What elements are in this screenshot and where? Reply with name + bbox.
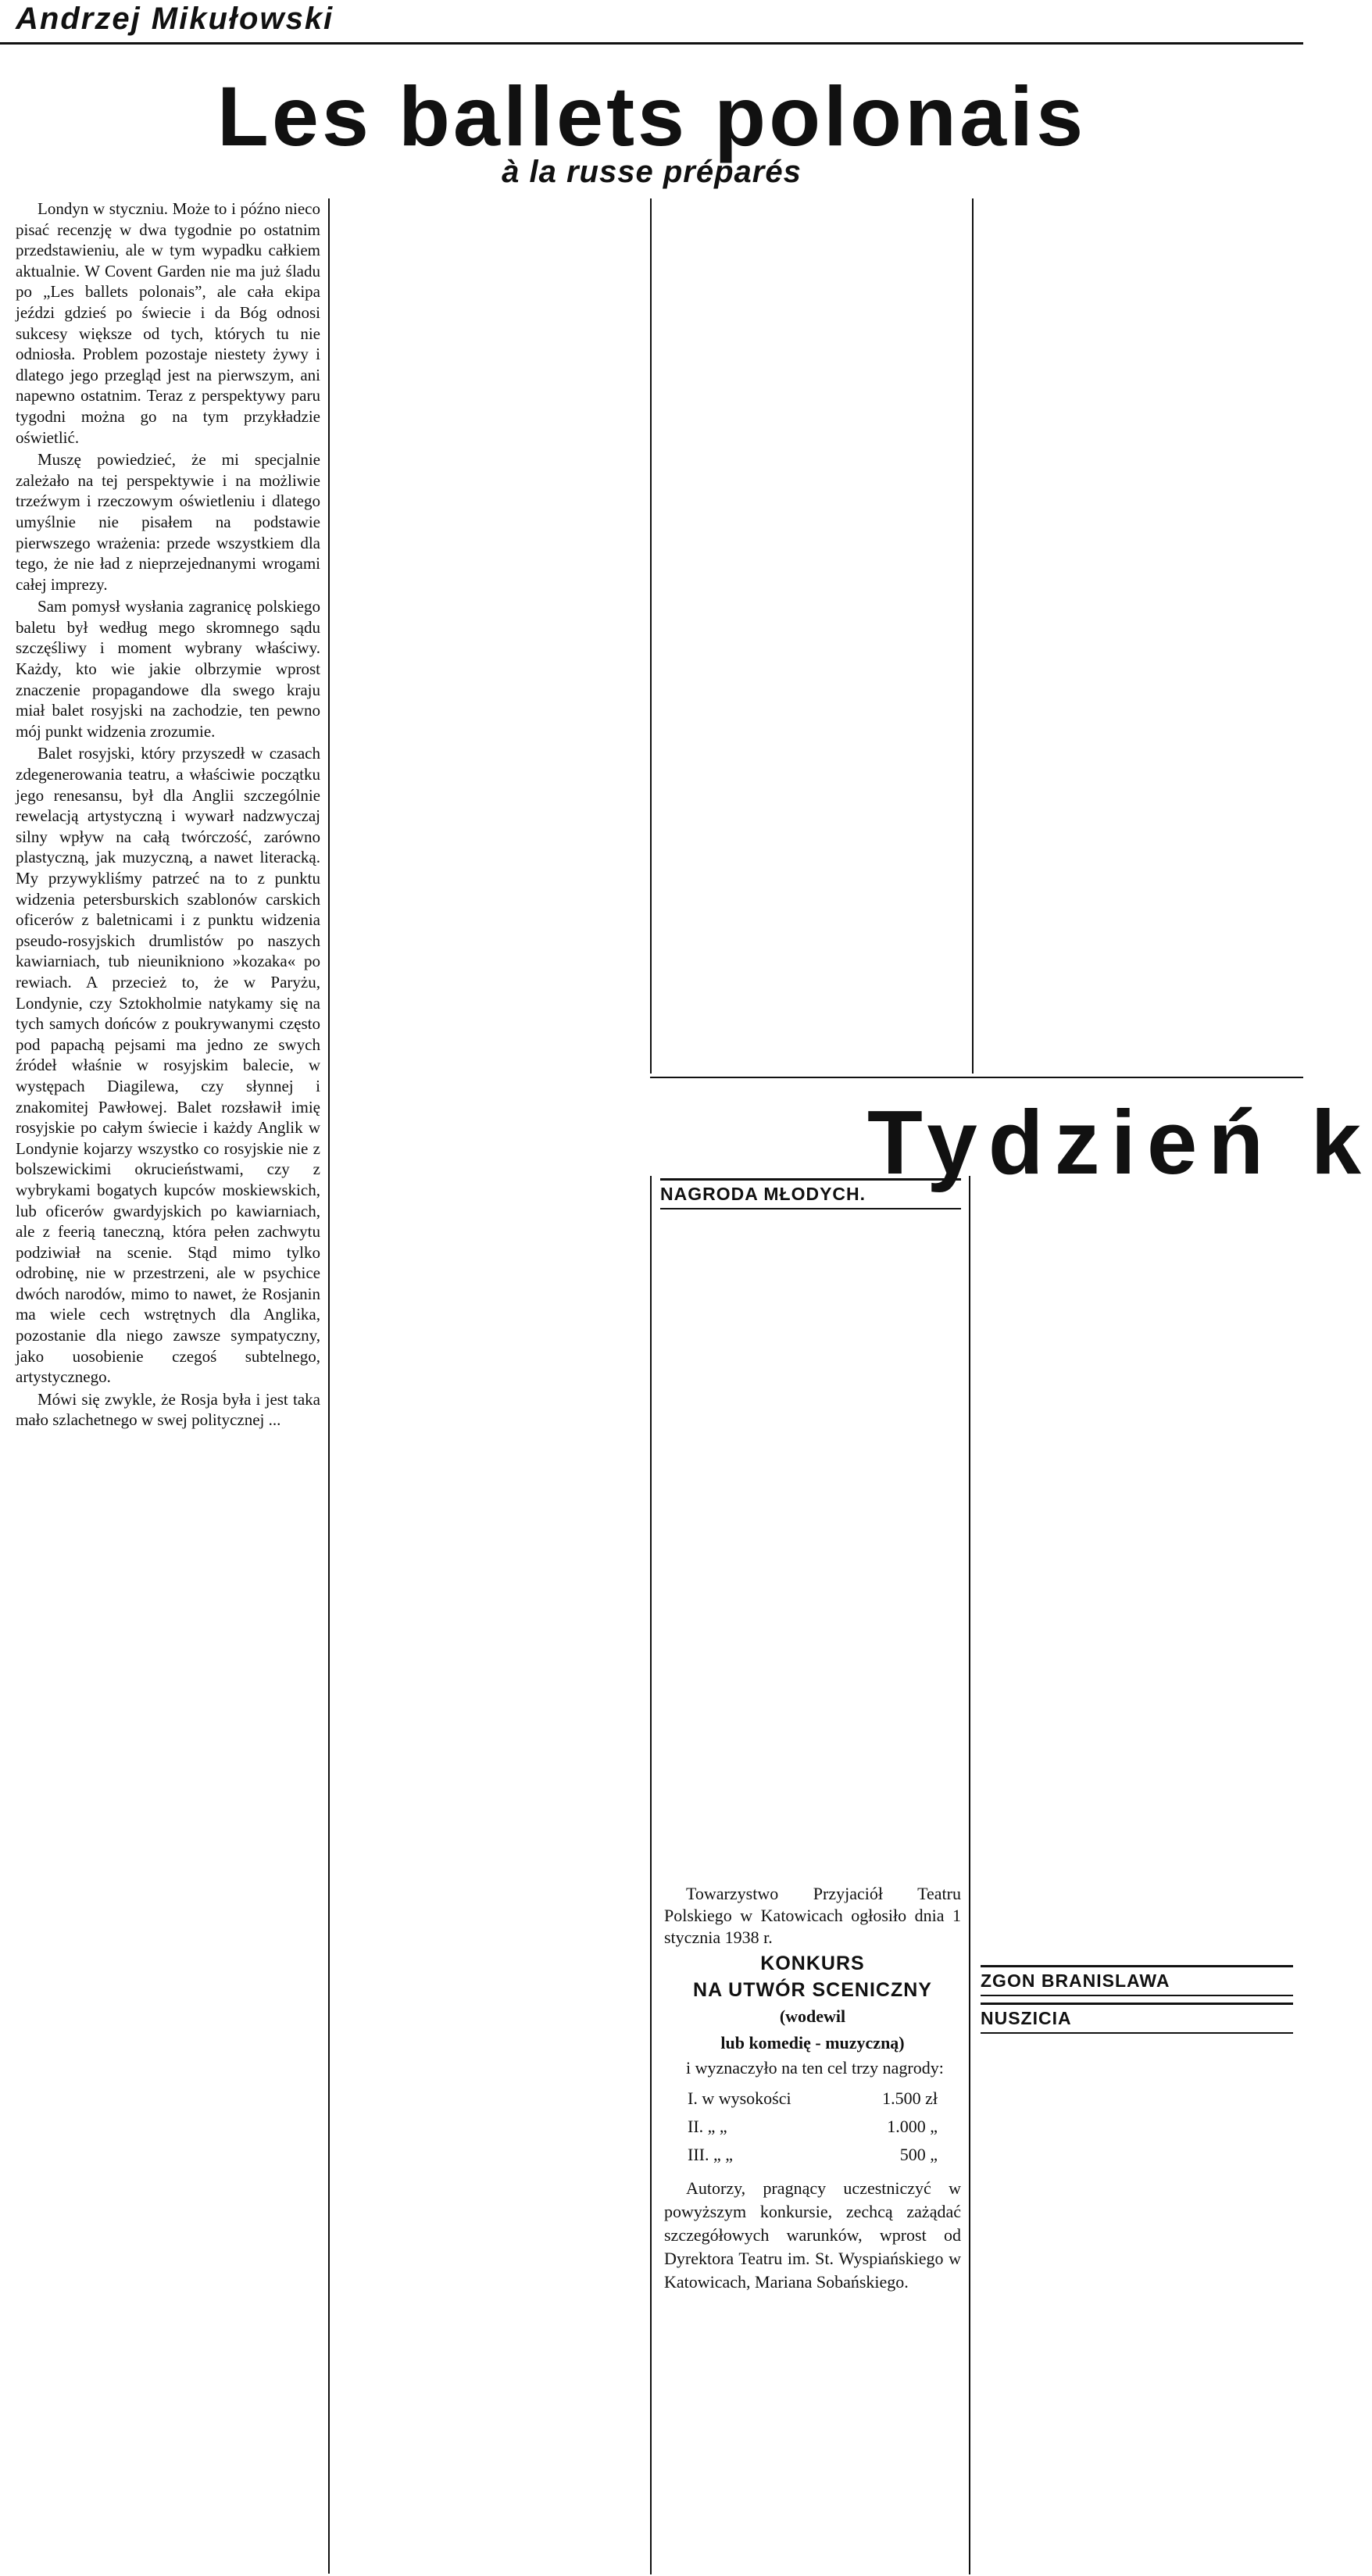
nagroda-heading: NAGRODA MŁODYCH.	[660, 1178, 961, 1209]
notice-intro	[664, 1883, 961, 1949]
notice-rule	[650, 1176, 652, 2574]
notice-line	[664, 2056, 961, 2080]
notice-title: KONKURS	[760, 1953, 865, 1974]
prize-row	[664, 2085, 961, 2113]
paragraph: Balet rosyjski, który przyszedł w czasach zdegenerowania teatru, a właściwie początku jego renesansu, był dla Anglii szczególnie rewelacją artystyczną i wywarł nadzwyczaj silny wpływ na całą twórczość, zarówno plastyczną, jak muzyczną, a nawet literacką. My przywykliśmy patrzeć na to z punktu widzenia petersburskich szablonów carskich oficerów z baletnicami i z punktu widzenia pseudo-rosyjskich drumlistów po naszych kawiarniach, tub nieunikniono »kozaka« po rewiach. A przecież to, że w Paryżu, Londynie, czy Sztokholmie natykamy się na tych samych dońców z poukrywanymi często pod papachą pejsami ma jedno ze swych źródeł właśnie w rosyjskim balecie, w występach Diagilewa, czy słynnej i znakomitej Pawłowej. Balet rozsławił imię rosyjskie po całym świecie i każdy Anglik w Londynie kojarzy wszystko co rosyjskie nie z bolszewickimi okrucieństwami, czy z wybrykami bogatych kupców moskiewskich, lub oficerów gwardyjskich po kawiarniach, ale z feerią taneczną, która pełen zachwytu podziwiał na scenie. Stąd mimo tylko odrobinę, nie w przestrzeni, ale w psychice dwóch narodów, mimo to nawet, że Rosjanin ma wiele cech wstrętnych dla Anglika, pozostanie dla niego zawsze sympatyczny, jako uosobienie czegoś subtelnego, artystycznego.	[16, 744, 320, 1387]
prize-amount: 1.500 zł	[882, 2088, 938, 2108]
konkurs-notice	[664, 1883, 961, 2296]
header-rule	[0, 42, 1303, 45]
article-subtitle: à la russe préparés	[502, 155, 802, 189]
notice-subtitle-2: lub komedię - muzyczną)	[720, 2033, 905, 2053]
zgon-heading-line-1: ZGON BRANISLAWA	[981, 1965, 1293, 1996]
column-rule	[972, 198, 974, 1074]
prize-row	[664, 2141, 961, 2169]
nagroda-section	[660, 1178, 961, 1216]
paragraph: Mówi się zwykle, że Rosja była i jest taka mało szlachetnego w swej politycznej ...	[16, 1389, 320, 1430]
section-rule	[650, 1077, 1303, 1078]
zgon-section	[981, 1965, 1293, 2040]
paragraph: Muszę powiedzieć, że mi specjalnie zależało na tej perspektywie i na możliwie trzeźwym i rzeczowym oświetleniu i dlatego umyślnie nie pisałem na podstawie pierwszego wrażenia: przede wszystkiem dla tego, że nie ład z nieprzejednanymi wrogami całej imprezy.	[16, 450, 320, 594]
paragraph: Londyn w styczniu. Może to i późno nieco pisać recenzję w dwa tygodnie po ostatnim przedstawieniu, ale w tym wypadku całkiem aktualnie. W Covent Garden nie ma już śladu po „Les ballets polonais”, ale cała ekipa jeździ gdzieś po świecie i da Bóg odnosi sukcesy większe od tych, których tu nie odniosła. Problem pozostaje niestety żywy i dlatego jego przegląd jest na pierwszym, ani napewno ostatnim. Teraz z perspektywy paru tygodni można go na tym przykładzie oświetlić.	[16, 199, 320, 447]
article-title: Les ballets polonais	[216, 69, 1087, 163]
column-rule	[969, 1176, 970, 2574]
prize-list	[664, 2085, 961, 2169]
prize-row	[664, 2113, 961, 2141]
notice-outro	[664, 2177, 961, 2294]
notice-intro-text: Towarzystwo Przyjaciół Teatru Polskiego w Katowicach ogłosiło dnia 1 stycznia 1938 r.	[664, 1884, 961, 1947]
notice-line-text: i wyznaczyło na ten cel trzy nagrody:	[686, 2058, 944, 2078]
prize-label: II. „ „	[688, 2117, 727, 2136]
prize-amount: 1.000 „	[887, 2117, 938, 2136]
notice-outro-text: Autorzy, pragnący uczestniczyć w powyższym konkursie, zechcą zażądać szczegółowych warunków, wprost od Dyrektora Teatru im. St. Wyspiańskiego w Katowicach, Mariana Sobańskiego.	[664, 2178, 961, 2292]
prize-label: I. w wysokości	[688, 2088, 791, 2108]
paragraph: Sam pomysł wysłania zagranicę polskiego baletu był według mego skromnego sądu szczęśliwy i moment wybrany właściwy. Każdy, kto wie jakie olbrzymie wprost znaczenie propagandowe dla swego kraju miał balet rosyjski na zachodzie, ten pewno mój punkt widzenia zrozumie.	[16, 597, 320, 741]
notice-subtitle: (wodewil	[779, 2006, 846, 2026]
prize-amount: 500 „	[899, 2145, 938, 2164]
column-rule	[650, 198, 652, 1074]
author-name: Andrzej Mikułowski	[16, 2, 334, 36]
notice-title-2: NA UTWÓR SCENICZNY	[693, 1979, 932, 2001]
zgon-heading-line-2: NUSZICIA	[981, 2003, 1293, 2034]
section-banner: Tydzień k	[867, 1091, 1372, 1193]
column-rule	[328, 198, 330, 2574]
article-column-1	[16, 198, 320, 2574]
prize-label: III. „ „	[688, 2145, 734, 2164]
